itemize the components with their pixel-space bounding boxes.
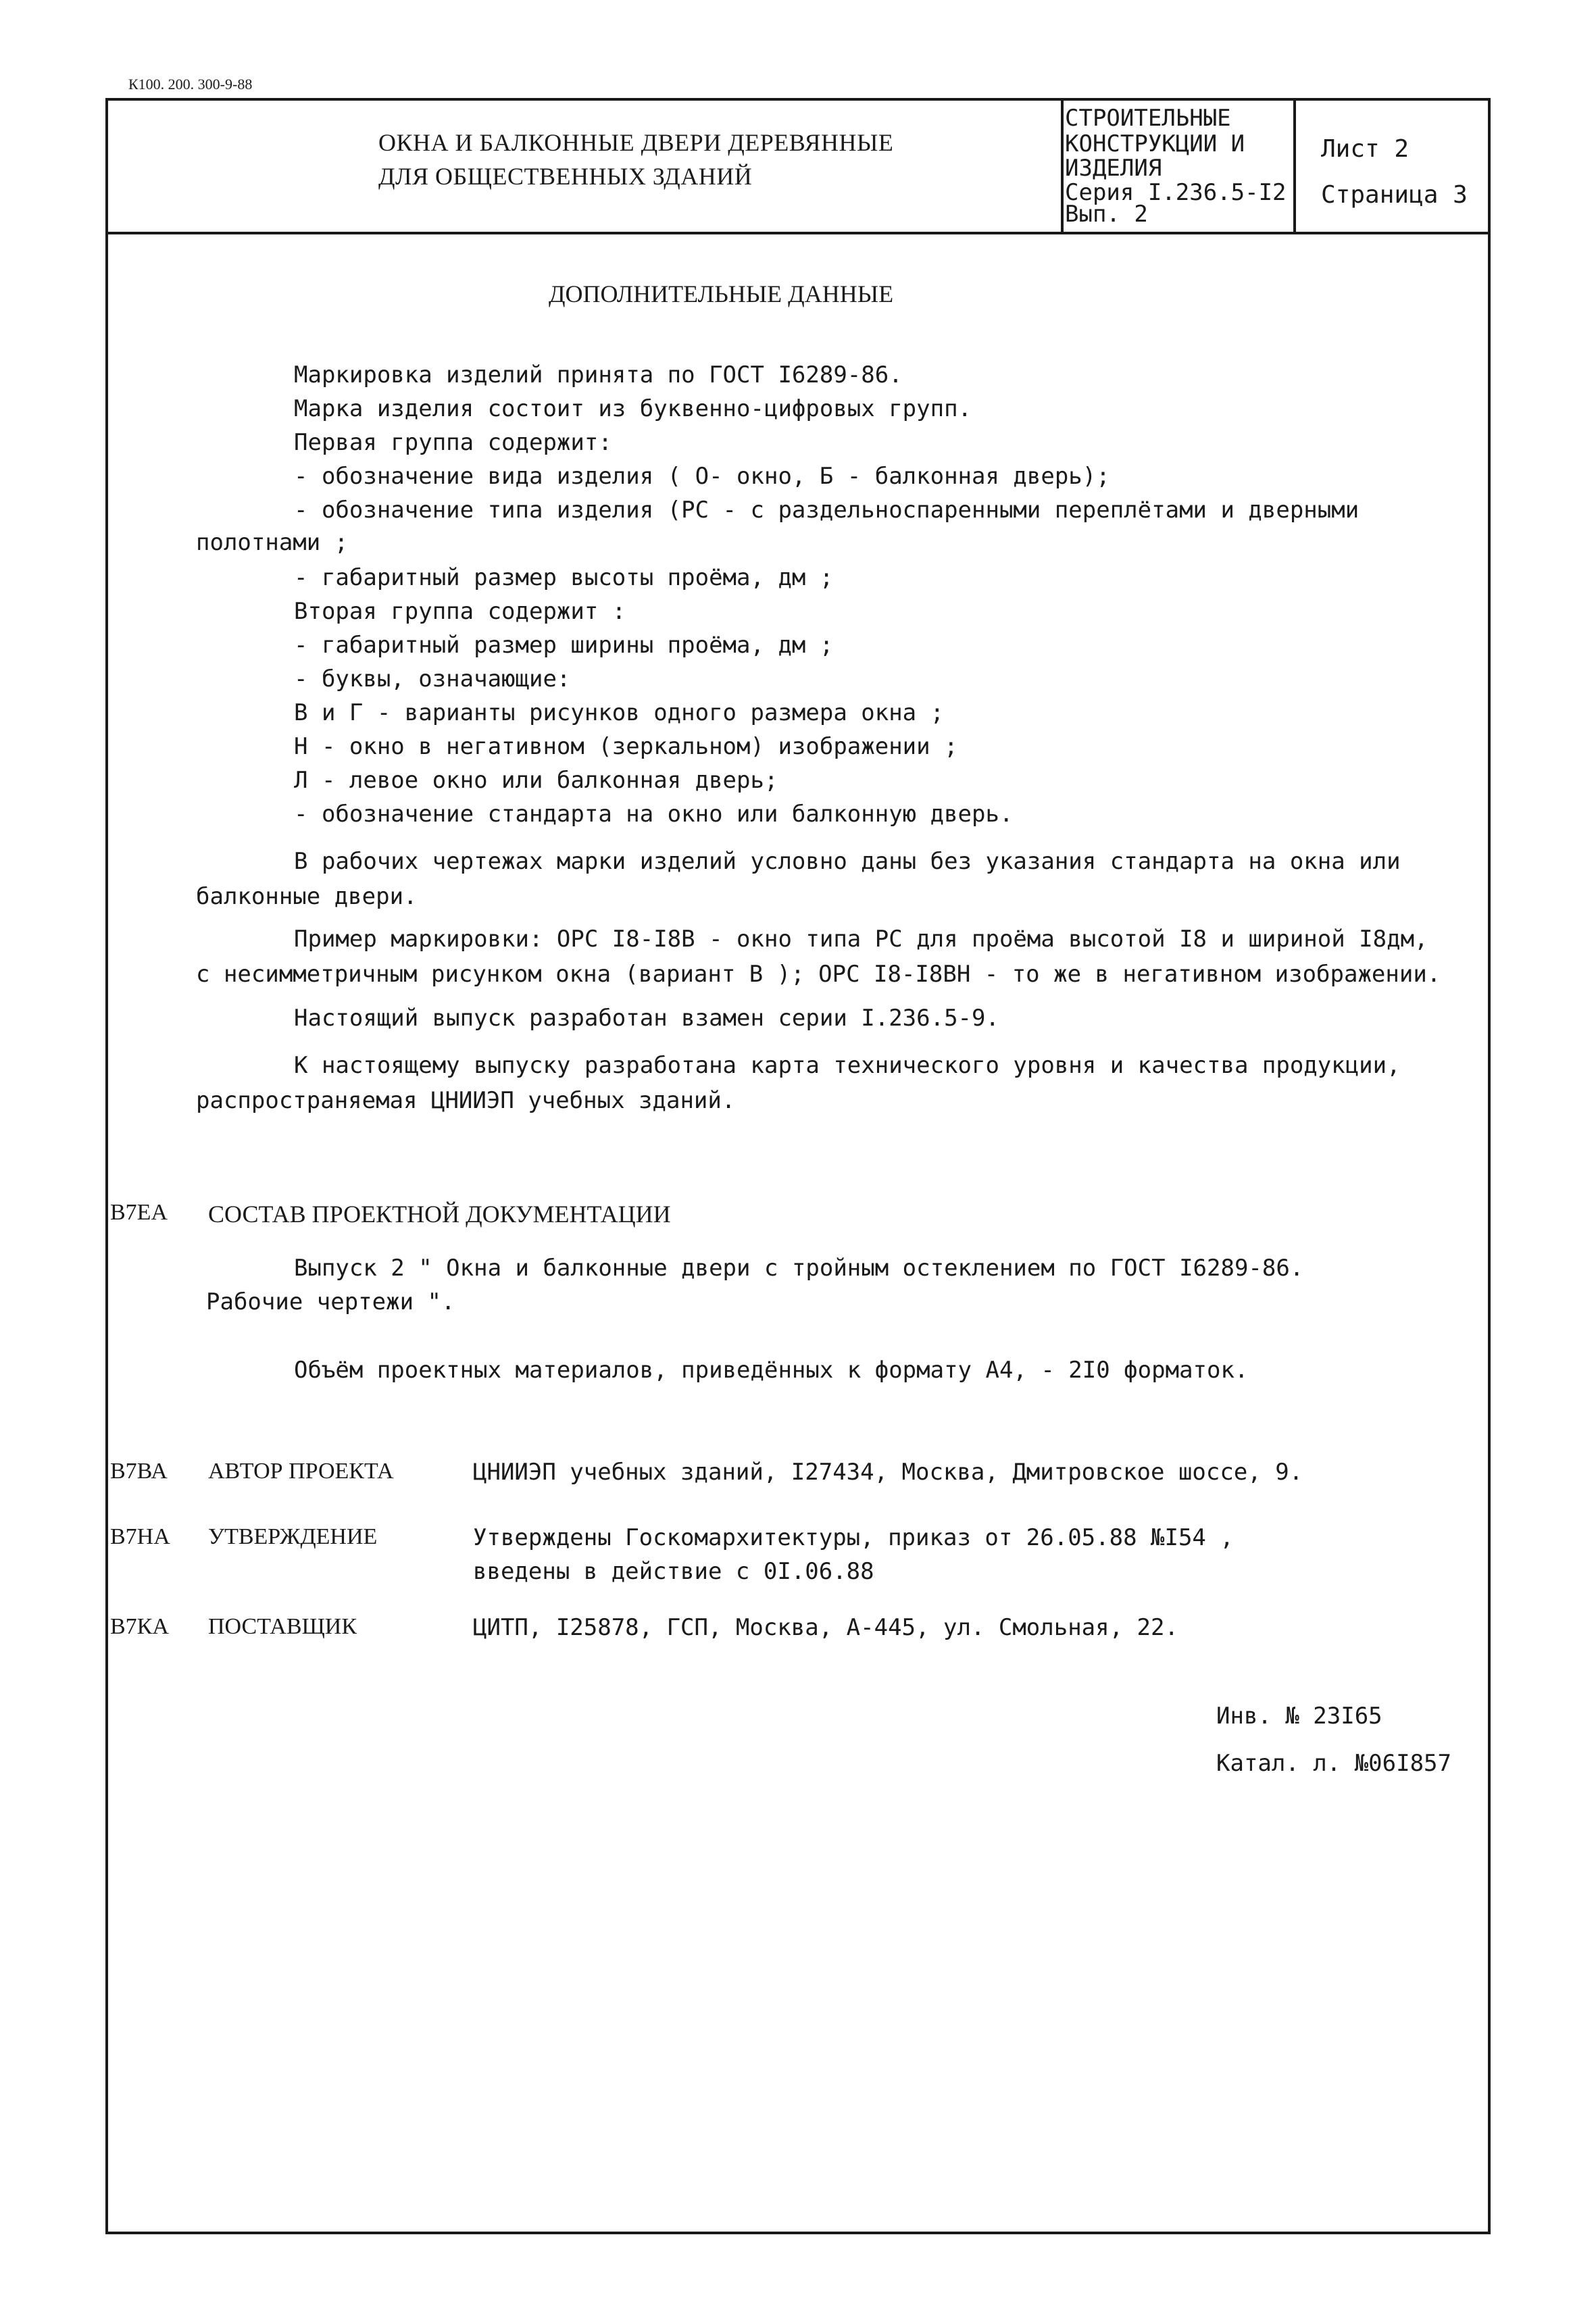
text-line: Пример маркировки: ОРС I8-I8В - окно типа РС для проёма высотой I8 и шириной I8дм, (294, 926, 1428, 953)
text-line: - буквы, означающие: (294, 665, 571, 693)
text-line: распространяемая ЦНИИЭП учебных зданий. (196, 1087, 736, 1114)
text-line: Л - левое окно или балконная дверь; (294, 767, 778, 794)
header-series: Серия I.236.5-I2 (1065, 179, 1287, 206)
header-category-line2: КОНСТРУКЦИИ И (1065, 130, 1245, 157)
additional-heading: ДОПОЛНИТЕЛЬНЫЕ ДАННЫЕ (549, 280, 894, 307)
composition-volume: Объём проектных материалов, приведённых к формату А4, - 2I0 форматок. (294, 1357, 1249, 1384)
text-line: Настоящий выпуск разработан взамен серии I.236.5-9. (294, 1005, 999, 1032)
text-line: с несимметричным рисунком окна (вариант В ); ОРС I8-I8ВН - то же в негативном изображении. (196, 961, 1441, 988)
entry-value-author: ЦНИИЭП учебных зданий, I27434, Москва, Дмитровское шоссе, 9. (473, 1459, 1303, 1486)
text-line: Н - окно в негативном (зеркальном) изображении ; (294, 733, 958, 760)
entry-value-approval-line1: Утверждены Госкомархитектуры, приказ от 26.05.88 №I54 , (473, 1524, 1234, 1551)
composition-line2: Рабочие чертежи ". (206, 1288, 455, 1315)
composition-heading: СОСТАВ ПРОЕКТНОЙ ДОКУМЕНТАЦИИ (208, 1201, 671, 1228)
header-issue: Вып. 2 (1065, 201, 1148, 228)
entry-value-supplier: ЦИТП, I25878, ГСП, Москва, А-445, ул. Смольная, 22. (473, 1614, 1178, 1641)
entry-code-approval: В7НА (110, 1524, 170, 1549)
entry-code-author: В7ВА (110, 1459, 168, 1484)
catalog-number: Катал. л. №06I857 (1216, 1750, 1451, 1777)
entry-value-approval-line2: введены в действие с 0I.06.88 (473, 1558, 874, 1585)
text-line: В и Г - варианты рисунков одного размера окна ; (294, 699, 945, 726)
text-line: - габаритный размер ширины проёма, дм ; (294, 632, 834, 659)
header-page: Страница 3 (1321, 181, 1468, 209)
text-line: Первая группа содержит: (294, 429, 612, 456)
text-line: полотнами ; (196, 529, 349, 556)
text-line: балконные двери. (196, 883, 418, 910)
header-col-divider-2 (1293, 98, 1296, 233)
composition-code: В7ЕА (110, 1200, 168, 1225)
header-sheet: Лист 2 (1321, 135, 1410, 163)
text-line: - обозначение вида изделия ( О- окно, Б - балконная дверь); (294, 463, 1110, 490)
inventory-number: Инв. № 23I65 (1216, 1703, 1382, 1730)
text-line: - обозначение типа изделия (РС - с раздельноспаренными переплётами и дверными (294, 497, 1360, 524)
header-title-line2: ДЛЯ ОБЩЕСТВЕННЫХ ЗДАНИЙ (378, 163, 753, 190)
header-title-line1: ОКНА И БАЛКОННЫЕ ДВЕРИ ДЕРЕВЯННЫЕ (378, 129, 894, 156)
text-line: Маркировка изделий принята по ГОСТ I6289-86. (294, 361, 903, 388)
entry-code-supplier: В7КА (110, 1614, 169, 1639)
entry-label-author: АВТОР ПРОЕКТА (208, 1459, 394, 1484)
composition-line1: Выпуск 2 " Окна и балконные двери с тройным остеклением по ГОСТ I6289-86. (294, 1255, 1304, 1282)
text-line: Вторая группа содержит : (294, 598, 626, 625)
header-category-line3: ИЗДЕЛИЯ (1065, 155, 1162, 182)
entry-label-approval: УТВЕРЖДЕНИЕ (208, 1524, 378, 1549)
header-divider (105, 232, 1491, 234)
text-line: - габаритный размер высоты проёма, дм ; (294, 564, 834, 591)
header-category-line1: СТРОИТЕЛЬНЫЕ (1065, 105, 1231, 132)
text-line: - обозначение стандарта на окно или балконную дверь. (294, 801, 1014, 828)
entry-label-supplier: ПОСТАВЩИК (208, 1614, 357, 1639)
text-line: К настоящему выпуску разработана карта технического уровня и качества продукции, (294, 1052, 1401, 1079)
header-col-divider-1 (1061, 98, 1064, 233)
text-line: Марка изделия состоит из буквенно-цифровых групп. (294, 395, 972, 422)
document-code: К100. 200. 300-9-88 (128, 76, 253, 93)
text-line: В рабочих чертежах марки изделий условно даны без указания стандарта на окна или (294, 848, 1401, 875)
